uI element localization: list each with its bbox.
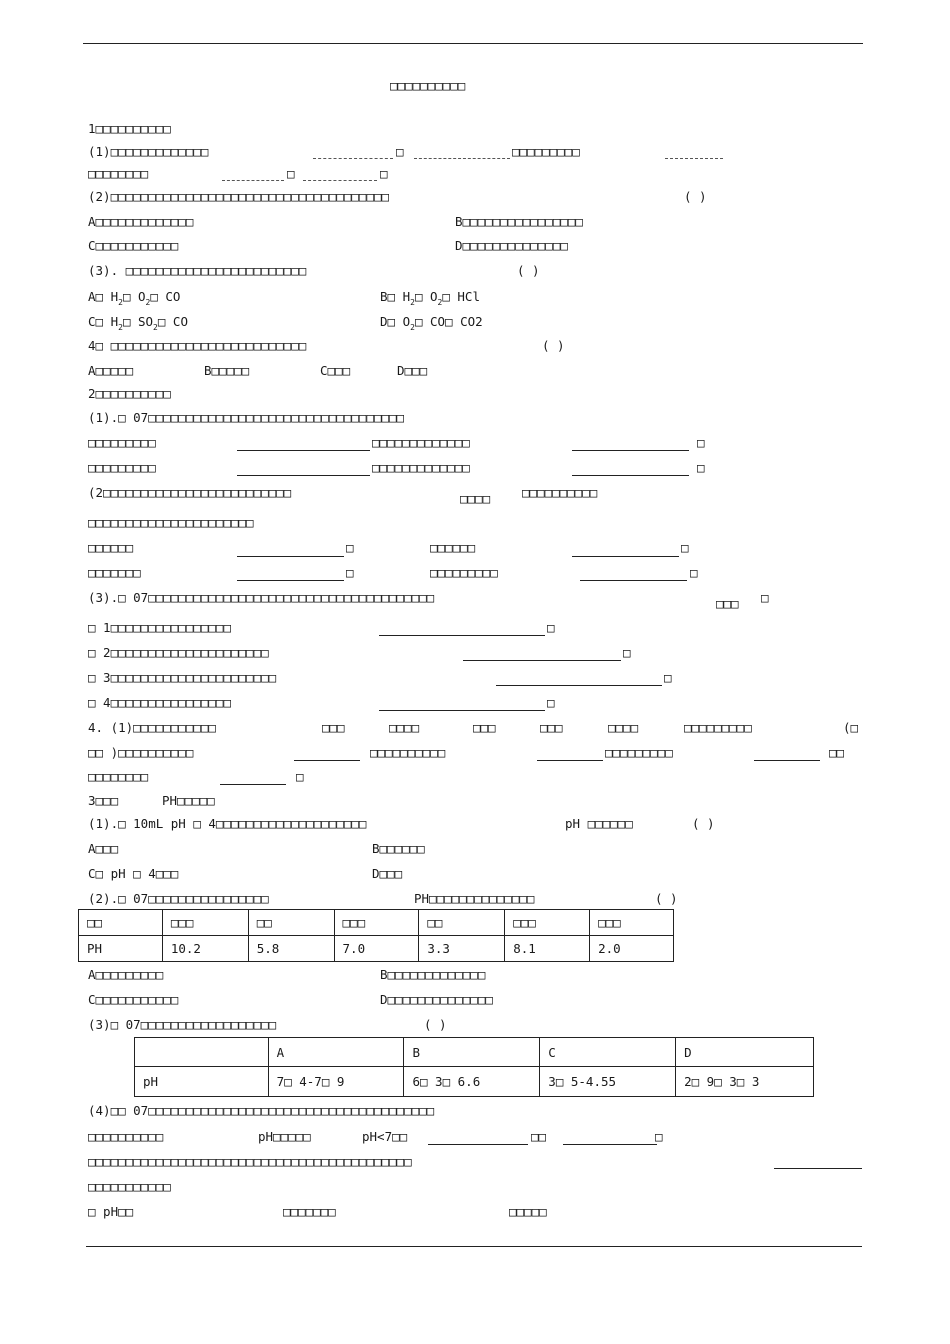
s3-q4-line5-a: □ pH□□ — [88, 1204, 134, 1219]
s1-q2-option-c: C□□□□□□□□□□□ — [88, 238, 179, 253]
table-cell: C — [540, 1038, 676, 1067]
s3-q4-line2-d: □□ — [531, 1129, 547, 1144]
table-cell: 10.2 — [162, 936, 248, 962]
table-cell: 5.8 — [248, 936, 334, 962]
s2-q2-blank-d[interactable] — [580, 580, 687, 581]
s3-q4-line2-a: □□□□□□□□□□ — [88, 1129, 164, 1144]
subscript: 2 — [437, 298, 443, 307]
s3-q2-option-c: C□□□□□□□□□□□ — [88, 992, 179, 1007]
s3-q2-mid: PH□□□□□□□□□□□□□□ — [414, 891, 535, 906]
option-a-text-3: □ CO — [150, 289, 181, 304]
table-row — [135, 1038, 814, 1067]
table-cell: 6□ 3□ 6.6 — [404, 1067, 540, 1097]
table-row — [79, 910, 674, 936]
table-cell: 3.3 — [419, 936, 505, 962]
subscript: 2 — [118, 323, 123, 332]
s2-q3-right: □□□ — [716, 596, 739, 611]
option-a-text-2: □ O — [122, 289, 146, 304]
s2-q3-right-end: □ — [761, 590, 769, 605]
s2-q2-mid: □□□□ — [460, 491, 491, 506]
s1-q4-option-b: B□□□□□ — [204, 363, 250, 378]
s1-q2-option-d: D□□□□□□□□□□□□□□ — [455, 238, 568, 253]
s2-q1-row1-right: □□□□□□□□□□□□□ — [372, 435, 470, 450]
s1-q1-sep1: □ — [396, 144, 404, 159]
s2-q2-end-c: □ — [346, 565, 354, 580]
table-cell — [135, 1038, 269, 1067]
s2-q2-blank-b[interactable] — [572, 556, 679, 557]
s1-q1-line1: (1)□□□□□□□□□□□□□ — [88, 144, 209, 159]
s2-q2-blank-a[interactable] — [237, 556, 344, 557]
s3-q4-blank-3[interactable] — [774, 1168, 862, 1169]
option-c-text-2: □ SO — [122, 314, 154, 329]
s2-q4-stem: 4. (1)□□□□□□□□□□□ — [88, 720, 216, 735]
option-c-text-1: C□ H — [88, 314, 119, 329]
s2-q4-blank-2[interactable] — [537, 760, 603, 761]
table-row — [135, 1067, 814, 1097]
s2-q3-blank-2[interactable] — [463, 660, 621, 661]
s2-q1-stem: (1).□ 07□□□□□□□□□□□□□□□□□□□□□□□□□□□□□□□□□□ — [88, 410, 405, 425]
s3-q2-option-b: B□□□□□□□□□□□□□ — [380, 967, 486, 982]
s2-q4-word-1: □□□ — [322, 720, 345, 735]
s2-q4-word-3: □□□ — [473, 720, 496, 735]
subscript: 2 — [410, 298, 415, 307]
table-cell: B — [404, 1038, 540, 1067]
subscript: 2 — [410, 323, 415, 332]
s2-q2-item-c: □□□□□□□ — [88, 565, 141, 580]
table-cell: 3□ 5-4.55 — [540, 1067, 676, 1097]
s3-q2-option-a: A□□□□□□□□□ — [88, 967, 164, 982]
section-3-heading-a: 3□□□ — [88, 793, 119, 808]
s1-q4-answer-paren[interactable]: ( ) — [542, 338, 565, 353]
s2-q4-blank-4[interactable] — [220, 784, 286, 785]
s2-q3-item-2: □ 2□□□□□□□□□□□□□□□□□□□□□ — [88, 645, 269, 660]
section-1-heading: 1□□□□□□□□□□ — [88, 121, 171, 136]
table-cell: 7.0 — [334, 936, 419, 962]
s2-q1-row2-left: □□□□□□□□□ — [88, 460, 156, 475]
option-a-text-1: A□ H — [88, 289, 119, 304]
s2-q1-blank-2[interactable] — [572, 450, 689, 451]
s2-q1-row1-left: □□□□□□□□□ — [88, 435, 156, 450]
section-2-heading: 2□□□□□□□□□□ — [88, 386, 171, 401]
s3-q4-line5-b: □□□□□□□ — [283, 1204, 336, 1219]
table-cell: □□□ — [162, 910, 248, 936]
s3-q4-line2-c: pH<7□□ — [362, 1129, 408, 1144]
s3-q4-blank-2[interactable] — [563, 1144, 657, 1145]
s2-q4-word-4: □□□ — [540, 720, 563, 735]
s1-q1-blank-1[interactable] — [313, 158, 393, 159]
bottom-rule — [86, 1246, 862, 1247]
s2-q3-end-2: □ — [623, 645, 631, 660]
option-c-text-3: □ CO — [157, 314, 188, 329]
table-cell: □□□ — [590, 910, 674, 936]
s2-q3-end-1: □ — [547, 620, 555, 635]
s1-q1-line2: □□□□□□□□ — [88, 166, 149, 181]
s3-q4-line2-e: □ — [655, 1129, 663, 1144]
table-cell: □□ — [419, 910, 505, 936]
top-rule — [83, 43, 863, 44]
s1-q1-blank-2[interactable] — [414, 158, 510, 159]
s2-q2-stem: (2□□□□□□□□□□□□□□□□□□□□□□□□□ — [88, 485, 292, 500]
ph-table-2 — [134, 1037, 814, 1097]
s2-q1-blank-1[interactable] — [237, 450, 370, 451]
s2-q3-end-3: □ — [664, 670, 672, 685]
s2-q3-blank-3[interactable] — [496, 685, 662, 686]
s2-q4-word-2: □□□□ — [389, 720, 420, 735]
s1-q1-blank-5[interactable] — [303, 180, 377, 181]
s1-q2-stem: (2)□□□□□□□□□□□□□□□□□□□□□□□□□□□□□□□□□□□□□ — [88, 189, 390, 204]
s2-q2-end-a: □ — [346, 540, 354, 555]
s2-q2-item-a: □□□□□□ — [88, 540, 134, 555]
s1-q4-option-c: C□□□ — [320, 363, 351, 378]
s1-q4-option-d: D□□□ — [397, 363, 428, 378]
s2-q4-line2-d: □□ — [829, 745, 845, 760]
subscript: 2 — [145, 298, 151, 307]
table-cell: 8.1 — [505, 936, 590, 962]
s3-q4-line5-c: □□□□□ — [509, 1204, 547, 1219]
s2-q2-item-b: □□□□□□ — [430, 540, 476, 555]
s2-q4-blank-1[interactable] — [294, 760, 360, 761]
s2-q4-line2-c: □□□□□□□□□ — [605, 745, 673, 760]
s2-q1-blank-4[interactable] — [572, 475, 689, 476]
s2-q4-word-7: (□ — [843, 720, 859, 735]
s2-q4-word-6: □□□□□□□□□ — [684, 720, 752, 735]
s3-q3-stem: (3)□ 07□□□□□□□□□□□□□□□□□□ — [88, 1017, 277, 1032]
table-cell: 2□ 9□ 3□ 3 — [676, 1067, 814, 1097]
page-title: □□□□□□□□□□ — [390, 78, 466, 93]
s2-q4-line2-b: □□□□□□□□□□ — [370, 745, 446, 760]
subscript: 2 — [153, 323, 158, 332]
table-cell: □□□ — [505, 910, 590, 936]
table-cell: 7□ 4-7□ 9 — [268, 1067, 404, 1097]
s2-q1-blank-3[interactable] — [237, 475, 370, 476]
s2-q4-line3: □□□□□□□□ — [88, 769, 149, 784]
s2-q2-line2: □□□□□□□□□□□□□□□□□□□□□□ — [88, 515, 254, 530]
s1-q3-option-b — [380, 289, 480, 307]
option-d-text-1: D□ O — [380, 314, 411, 329]
s2-q1-row2-right: □□□□□□□□□□□□□ — [372, 460, 470, 475]
option-b-text-3: □ HCl — [442, 289, 480, 304]
s2-q3-blank-4[interactable] — [379, 710, 545, 711]
s1-q1-mid: □□□□□□□□□ — [512, 144, 580, 159]
table-cell: □□ — [248, 910, 334, 936]
s1-q2-option-b: B□□□□□□□□□□□□□□□□ — [455, 214, 583, 229]
s2-q4-blank-3[interactable] — [754, 760, 820, 761]
s2-q3-end-4: □ — [547, 695, 555, 710]
s2-q4-line3-end: □ — [296, 769, 304, 784]
s2-q1-row1-end: □ — [697, 435, 705, 450]
s2-q3-stem: (3).□ 07□□□□□□□□□□□□□□□□□□□□□□□□□□□□□□□□□□□□□□ — [88, 590, 435, 605]
s3-q1-answer-paren[interactable]: ( ) — [692, 816, 715, 831]
s2-q3-blank-1[interactable] — [379, 635, 545, 636]
s3-q1-option-a: A□□□ — [88, 841, 119, 856]
s3-q2-stem: (2).□ 07□□□□□□□□□□□□□□□□ — [88, 891, 269, 906]
s2-q4-word-5: □□□□ — [608, 720, 639, 735]
option-d-text-2: □ CO□ CO2 — [414, 314, 483, 329]
s3-q2-option-d: D□□□□□□□□□□□□□□ — [380, 992, 493, 1007]
s3-q3-answer-paren[interactable]: ( ) — [424, 1017, 447, 1032]
s2-q4-line2-a: □□ )□□□□□□□□□□ — [88, 745, 194, 760]
s3-q4-blank-1[interactable] — [428, 1144, 528, 1145]
table-cell: pH — [135, 1067, 269, 1097]
s3-q1-option-b: B□□□□□□ — [372, 841, 425, 856]
s1-q1-sep2: □ — [287, 166, 295, 181]
table-row — [79, 936, 674, 962]
table-cell: A — [268, 1038, 404, 1067]
section-3-heading-b: PH□□□□□ — [162, 793, 215, 808]
table-cell: 2.0 — [590, 936, 674, 962]
s2-q3-item-3: □ 3□□□□□□□□□□□□□□□□□□□□□□ — [88, 670, 277, 685]
s2-q2-end-d: □ — [690, 565, 698, 580]
s2-q2-end-b: □ — [681, 540, 689, 555]
s3-q1-option-c: C□ pH □ 4□□□ — [88, 866, 179, 881]
s1-q3-option-d — [380, 314, 483, 332]
s3-q4-stem: (4)□□ 07□□□□□□□□□□□□□□□□□□□□□□□□□□□□□□□□□□□□□□ — [88, 1103, 435, 1118]
s1-q2-option-a: A□□□□□□□□□□□□□ — [88, 214, 194, 229]
s1-q2-answer-paren[interactable]: ( ) — [684, 189, 707, 204]
s2-q3-item-1: □ 1□□□□□□□□□□□□□□□□ — [88, 620, 231, 635]
s1-q3-option-a — [88, 289, 180, 307]
table-cell: □□ — [79, 910, 163, 936]
s1-q3-stem: (3). □□□□□□□□□□□□□□□□□□□□□□□□ — [88, 263, 307, 278]
s3-q4-line4: □□□□□□□□□□□ — [88, 1179, 171, 1194]
table-cell: PH — [79, 936, 163, 962]
s3-q1-mid: pH □□□□□□ — [565, 816, 633, 831]
s3-q4-line2-b: pH□□□□□ — [258, 1129, 311, 1144]
s1-q4-stem: 4□ □□□□□□□□□□□□□□□□□□□□□□□□□□ — [88, 338, 307, 353]
s1-q4-option-a: A□□□□□ — [88, 363, 134, 378]
s2-q2-item-d: □□□□□□□□□ — [430, 565, 498, 580]
table-cell: D — [676, 1038, 814, 1067]
s1-q1-end: □ — [380, 166, 388, 181]
subscript: 2 — [118, 298, 123, 307]
option-b-text-2: □ O — [414, 289, 438, 304]
s1-q3-option-c — [88, 314, 188, 332]
s1-q3-answer-paren[interactable]: ( ) — [517, 263, 540, 278]
s1-q1-blank-4[interactable] — [222, 180, 284, 181]
s1-q1-blank-3[interactable] — [665, 158, 723, 159]
s3-q1-stem: (1).□ 10mL pH □ 4□□□□□□□□□□□□□□□□□□□□ — [88, 816, 367, 831]
ph-table-1 — [78, 909, 674, 962]
s3-q1-option-d: D□□□ — [372, 866, 403, 881]
s2-q2-blank-c[interactable] — [237, 580, 344, 581]
s2-q2-right: □□□□□□□□□□ — [522, 485, 598, 500]
s3-q4-line3: □□□□□□□□□□□□□□□□□□□□□□□□□□□□□□□□□□□□□□□□□□□ — [88, 1154, 412, 1169]
s2-q1-row2-end: □ — [697, 460, 705, 475]
s2-q3-item-4: □ 4□□□□□□□□□□□□□□□□ — [88, 695, 231, 710]
option-b-text-1: B□ H — [380, 289, 411, 304]
s3-q2-answer-paren[interactable]: ( ) — [655, 891, 678, 906]
table-cell: □□□ — [334, 910, 419, 936]
